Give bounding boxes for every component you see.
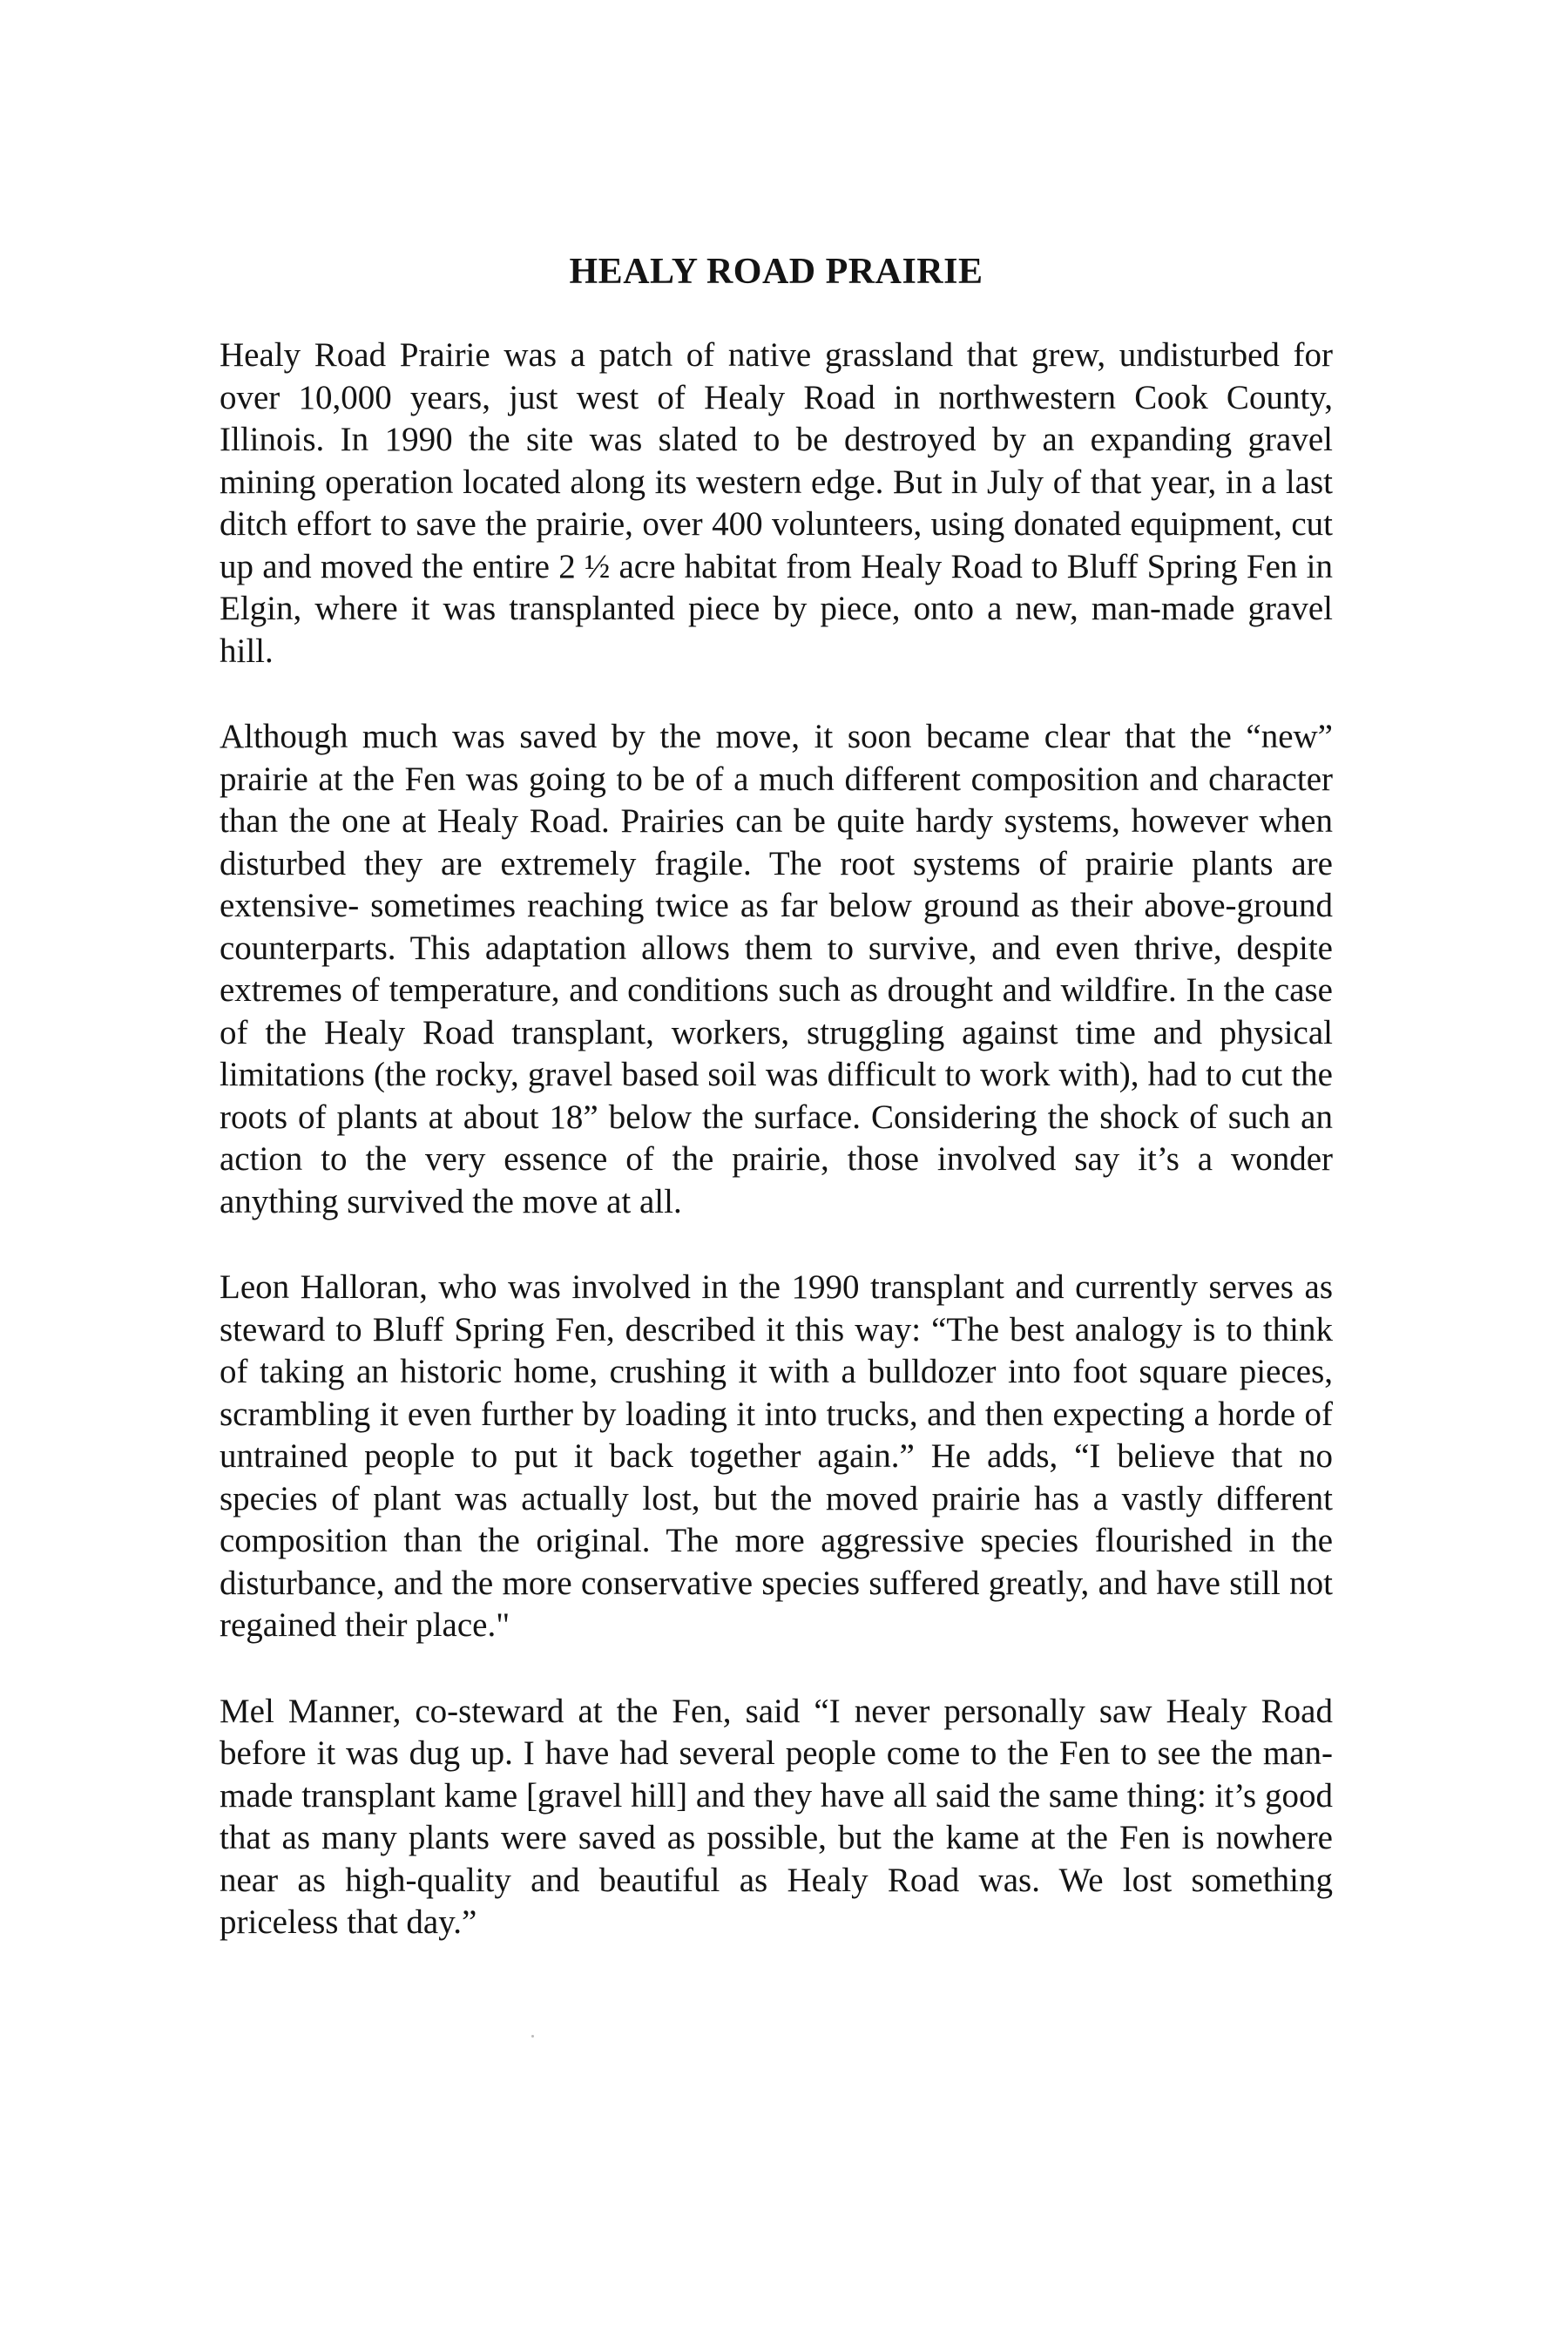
paragraph-3: Leon Halloran, who was involved in the 1990 transplant and currently serves as steward to Bluff Spring Fen, described it this way: “The best analogy is to think of taking an historic home, crushing it with a bulldozer into foot square pieces, scrambling it even further by loading it into trucks, and then expecting a horde of untrained people to put it back together again.” He adds, “I believe that no species of plant was actually lost, but the moved prairie has a vastly different composition than the original. The more aggressive species flourished in the disturbance, and the more conservative species suffered greatly, and have still not regained their place." (220, 1268, 1333, 1644)
paragraph-2: Although much was saved by the move, it soon became clear that the “new” prairie at the Fen was going to be of a much different composition and character than the one at Healy Road. Prairies can be quite hardy systems, however when disturbed they are extremely fragile. The root systems of prairie plants are extensive- sometimes reaching twice as far below ground as their above-ground counterparts. This adaptation allows them to survive, and even thrive, despite extremes of temperature, and conditions such as drought and wildfire. In the case of the Healy Road transplant, workers, struggling against time and physical limitations (the rocky, gravel based soil was difficult to work with), had to cut the roots of plants at about 18” below the surface. Considering the shock of such an action to the very essence of the prairie, those involved say it’s a wonder anything survived the move at all. (220, 718, 1333, 1220)
scan-speck (531, 2035, 534, 2038)
paragraph-1: Healy Road Prairie was a patch of native grassland that grew, undisturbed for over 10,000 years, just west of Healy Road in northwestern Cook County, Illinois. In 1990 the site was slated to be destroyed by an expanding gravel mining operation located along its western edge. But in July of that year, in a last ditch effort to save the prairie, over 400 volunteers, using donated equipment, cut up and moved the entire 2 ½ acre habitat from Healy Road to Bluff Spring Fen in Elgin, where it was transplanted piece by piece, onto a new, man-made gravel hill. (220, 336, 1333, 670)
paragraph-4: Mel Manner, co-steward at the Fen, said “I never personally saw Healy Road before it was dug up. I have had several people come to the Fen to see the man-made transplant kame [gravel hill] and they have all said the same thing: it’s good that as many plants were saved as possible, but the kame at the Fen is nowhere near as high-quality and beautiful as Healy Road was. We lost something priceless that day.” (220, 1692, 1333, 1941)
document-body (220, 249, 1333, 1988)
page-title: HEALY ROAD PRAIRIE (569, 252, 983, 292)
